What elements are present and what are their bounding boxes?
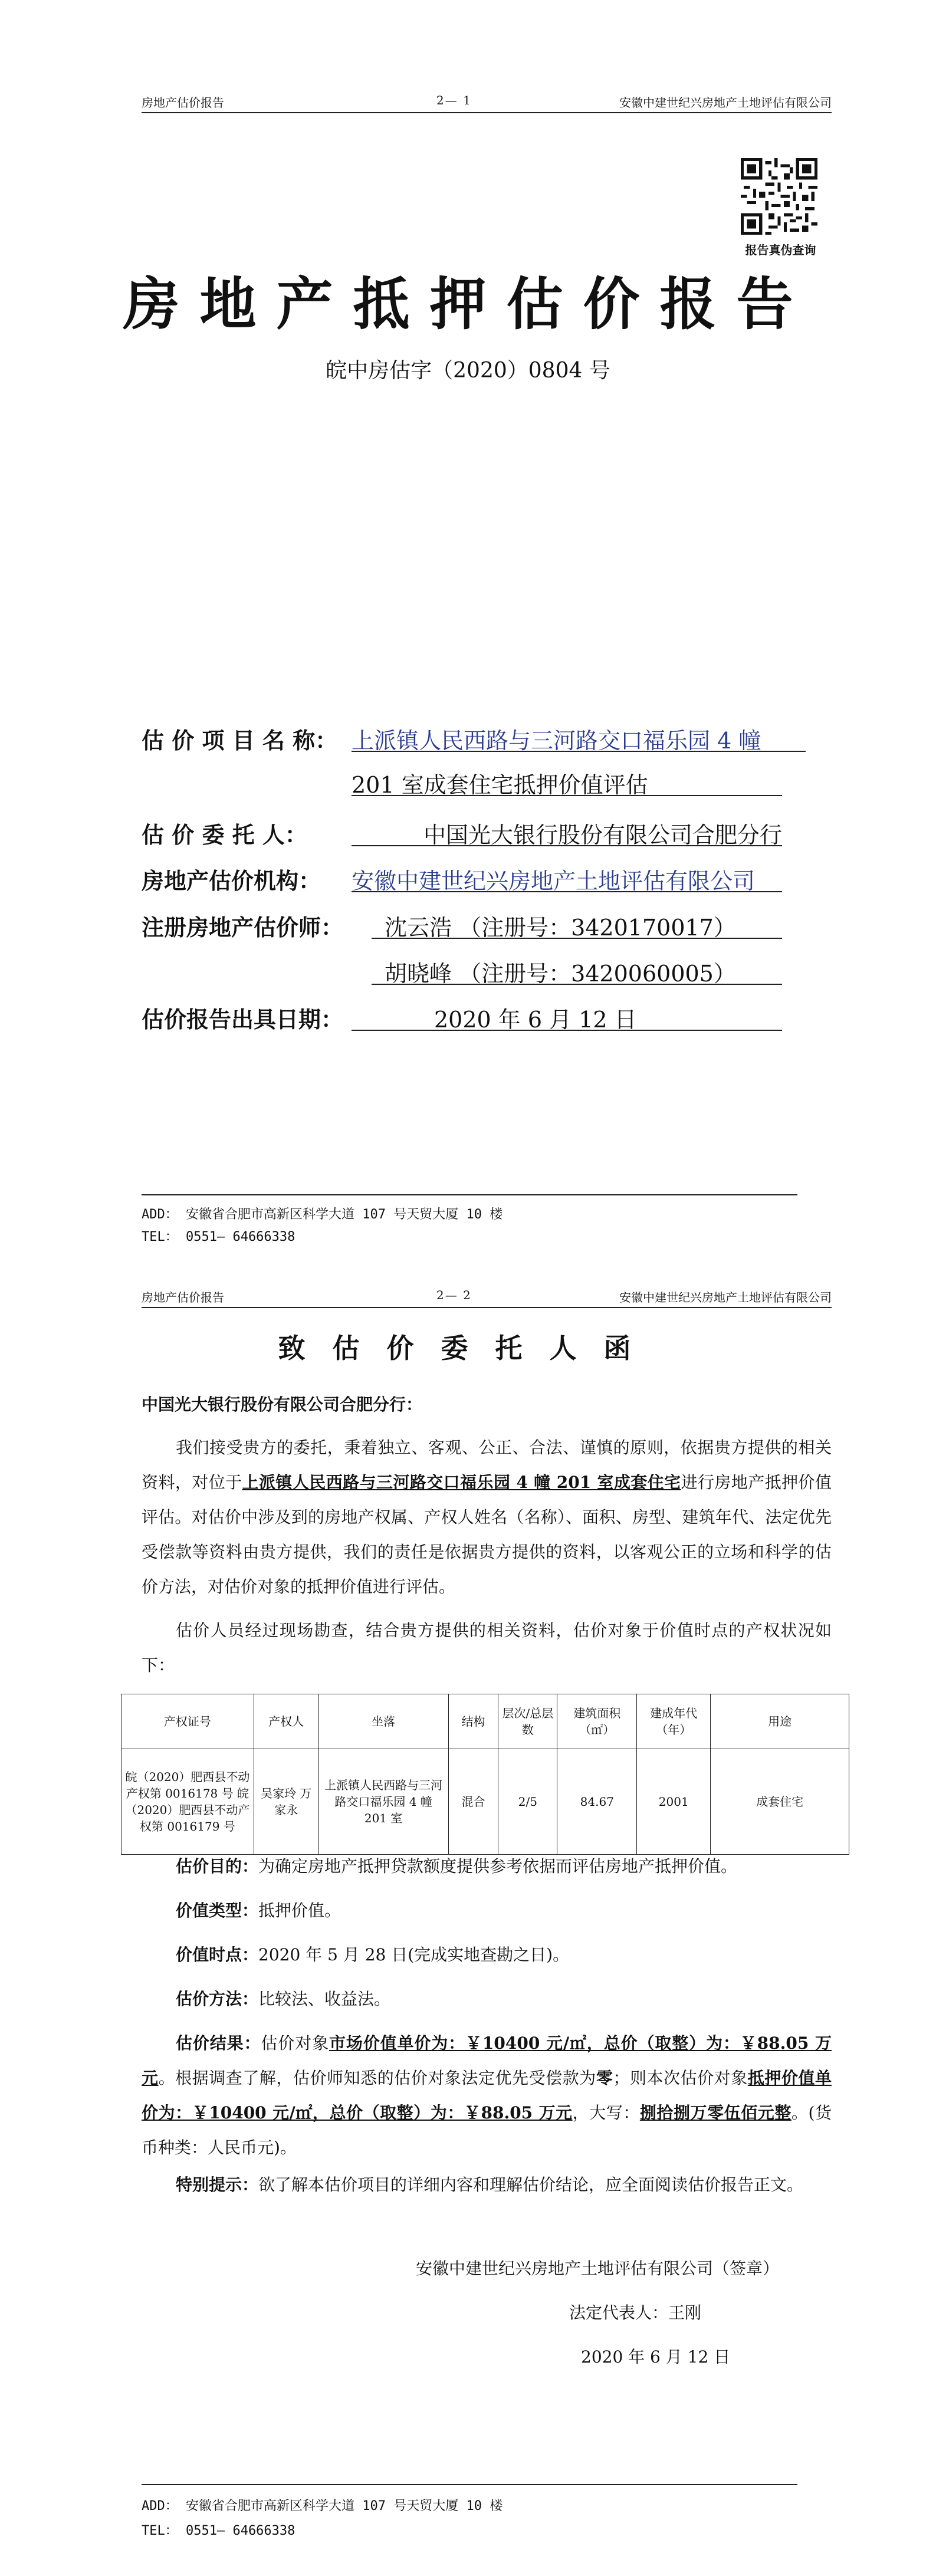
footer-telephone: TEL： 0551— 64666338 [142, 2524, 295, 2538]
col-structure: 结构 [448, 1694, 498, 1749]
col-floor: 层次/总层数 [498, 1694, 557, 1749]
header-page-number: 2— 1 [436, 93, 472, 107]
method-text: 比较法、收益法。 [258, 1989, 391, 2009]
market-value: 市场价值单价为：￥10400 元/㎡，总价（取整）为：￥88.05 万元 [142, 2033, 832, 2088]
col-year: 建成年代（年） [637, 1694, 711, 1749]
valuation-method [176, 1982, 832, 2016]
intro-property-address: 上派镇人民西路与三河路交口福乐园 4 幢 201 室成套住宅 [242, 1473, 681, 1492]
report-cover-page [0, 0, 936, 1286]
col-owner: 产权人 [254, 1694, 318, 1749]
project-label: 估 价 项 目 名 称： [142, 727, 338, 754]
value-type [176, 1893, 832, 1928]
mortgage-value: 抵押价值单价为：￥10400 元/㎡，总价（取整）为：￥88.05 万元 [142, 2068, 832, 2122]
result-text-g: ，大写： [572, 2103, 640, 2122]
footer-divider [142, 1194, 797, 1195]
qr-caption: 报告真伪查询 [745, 243, 816, 257]
header-left: 房地产估价报告 [142, 1290, 224, 1305]
signer-company: 安徽中建世纪兴房地产土地评估有限公司（签章） [416, 2259, 780, 2278]
purpose-text: 为确定房地产抵押贷款额度提供参考依据而评估房地产抵押价值。 [258, 1857, 738, 1876]
col-area: 建筑面积（㎡） [557, 1694, 637, 1749]
col-location: 坐落 [318, 1694, 448, 1749]
report-date-value [352, 1001, 782, 1031]
cell-usage: 成套住宅 [711, 1749, 849, 1855]
cell-structure: 混合 [448, 1749, 498, 1855]
value-time-text: 2020 年 5 月 28 日(完成实地查勘之日)。 [258, 1945, 570, 1964]
report-date-text: 2020 年 6 月 12 日 [434, 1007, 637, 1033]
salutation: 中国光大银行股份有限公司合肥分行： [142, 1395, 423, 1414]
appraiser-label: 注册房地产估价师： [142, 914, 344, 941]
special-tip [142, 2167, 832, 2202]
intro-text-c: 进行房地产抵押价值评估。对估价中涉及到的房地产权属、产权人姓名（名称）、面积、房型、建筑年代、法定优先受偿款等资料由贵方提供，我们的责任是依据贵方提供的资料，以客观公正的立场和科学的估价方法，对估价对象的抵押价值进行评估。 [142, 1473, 832, 1596]
legal-representative: 法定代表人：王刚 [569, 2303, 702, 2322]
result-text-a: 估价对象 [261, 2033, 329, 2053]
footer-divider [142, 2484, 797, 2485]
client-label: 估 价 委 托 人： [142, 822, 307, 848]
table-row [121, 1749, 849, 1855]
appraiser-1 [372, 909, 782, 939]
cell-year: 2001 [637, 1749, 711, 1855]
header-left: 房地产估价报告 [142, 96, 224, 110]
footer-telephone: TEL： 0551— 64666338 [142, 1230, 295, 1244]
property-rights-table [121, 1694, 849, 1855]
qr-code-icon[interactable] [741, 158, 817, 235]
cell-area: 84.67 [557, 1749, 637, 1855]
page-header [142, 1283, 832, 1308]
cell-cert-no: 皖（2020）肥西县不动产权第 0016178 号 皖（2020）肥西县不动产权第 0016179 号 [121, 1749, 254, 1855]
value-time-label: 价值时点： [176, 1945, 259, 1964]
intro-paragraph [142, 1430, 832, 1604]
priority-claim: 零 [596, 2068, 613, 2088]
footer-address: ADD： 安徽省合肥市高新区科学大道 107 号天贸大厦 10 楼 [142, 1207, 503, 1222]
header-right: 安徽中建世纪兴房地产土地评估有限公司 [619, 96, 832, 110]
tip-label: 特别提示： [176, 2175, 259, 2194]
appraiser-1-text: 沈云浩 （注册号：3420170017） [385, 915, 736, 941]
client-value: 中国光大银行股份有限公司合肥分行 [352, 817, 782, 846]
project-value-line2: 201 室成套住宅抵押价值评估 [352, 767, 782, 796]
letter-title: 致估价委托人函 [278, 1332, 658, 1364]
value-type-text: 抵押价值。 [258, 1901, 341, 1920]
tip-text: 欲了解本估价项目的详细内容和理解估价结论，应全面阅读估价报告正文。 [258, 2175, 804, 2194]
purpose-label: 估价目的： [176, 1857, 259, 1876]
header-page-number: 2— 2 [436, 1288, 472, 1302]
col-cert-no: 产权证号 [121, 1694, 254, 1749]
valuation-purpose [176, 1849, 832, 1884]
appraiser-2 [372, 955, 782, 985]
survey-paragraph: 估价人员经过现场勘查，结合贵方提供的相关资料，估价对象于价值时点的产权状况如下： [142, 1621, 832, 1675]
agency-value: 安徽中建世纪兴房地产土地评估有限公司 [352, 863, 782, 892]
value-type-label: 价值类型： [176, 1901, 259, 1920]
project-value-line1: 上派镇人民西路与三河路交口福乐园 4 幢 [352, 722, 806, 752]
value-time [176, 1937, 832, 1972]
sign-date: 2020 年 6 月 12 日 [581, 2347, 731, 2367]
result-text-e: ；则本次估价对象 [613, 2068, 748, 2088]
table-header-row [121, 1694, 849, 1749]
report-date-label: 估价报告出具日期： [142, 1006, 344, 1033]
header-right: 安徽中建世纪兴房地产土地评估有限公司 [619, 1290, 832, 1305]
client-letter-page [0, 1286, 936, 2576]
result-text-i: 。(货币种类：人民币元)。 [142, 2103, 832, 2157]
cell-location: 上派镇人民西路与三河路交口福乐园 4 幢 201 室 [318, 1749, 448, 1855]
intro-text-a: 我们接受贵方的委托，秉着独立、客观、公正、合法、谨慎的原则，依据贵方提供的相关资料，对位于 [142, 1438, 832, 1492]
cell-floor: 2/5 [498, 1749, 557, 1855]
agency-label: 房地产估价机构： [142, 868, 321, 894]
result-label: 估价结果： [176, 2033, 261, 2053]
appraiser-2-text: 胡晓峰 （注册号：3420060005） [385, 961, 736, 987]
footer-address: ADD： 安徽省合肥市高新区科学大道 107 号天贸大厦 10 楼 [142, 2499, 503, 2513]
method-label: 估价方法： [176, 1989, 259, 2009]
report-number: 皖中房估字（2020）0804 号 [326, 359, 610, 383]
page-header [142, 88, 832, 113]
cell-owner: 吴家玲 万家永 [254, 1749, 318, 1855]
col-usage: 用途 [711, 1694, 849, 1749]
amount-in-words: 捌拾捌万零伍佰元整 [639, 2103, 792, 2122]
report-title: 房地产抵押估价报告 [123, 271, 813, 337]
result-text-c: 。根据调查了解，估价师知悉的估价对象法定优先受偿款为 [158, 2068, 596, 2088]
valuation-result [142, 2026, 832, 2165]
